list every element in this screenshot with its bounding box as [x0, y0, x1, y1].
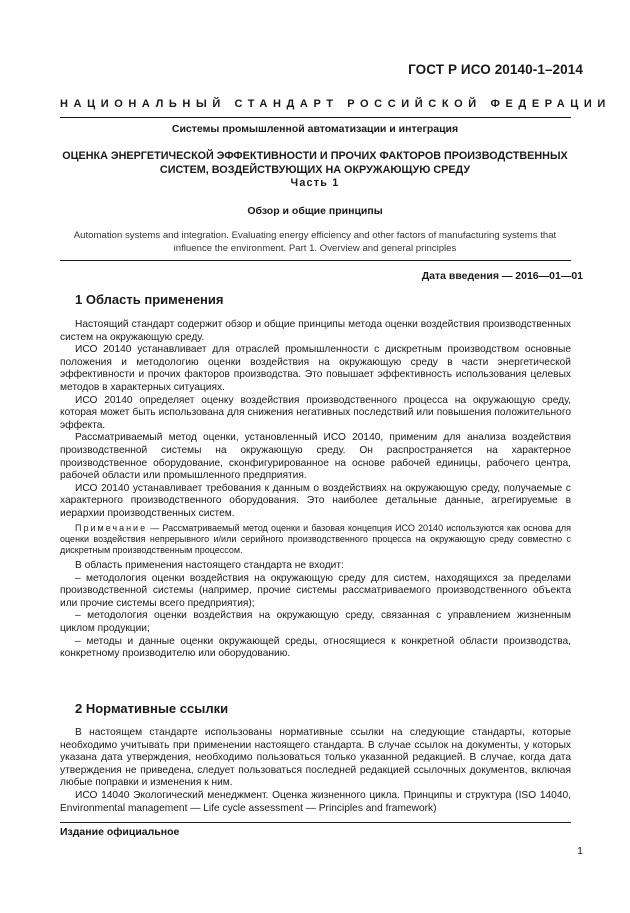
- english-title-line-1: Automation systems and integration. Evaluating energy efficiency and other factors of manufacturing systems that: [73, 230, 557, 241]
- list-item: – методология оценки воздействия на окружающую среду для систем, находящихся за пределами производственной системы (например, прочие системы рассматриваемого производственного объекта или прочие системы всего предприятия);: [60, 572, 571, 609]
- section-2-heading: 2 Нормативные ссылки: [75, 701, 229, 716]
- paragraph: ИСО 20140 устанавливает для отраслей промышленности с дискретным производством основные положения и методологию оценки воздействия на окружающую среду в части энергетической эффективности и прочих факторов производства. Это повышает эффективность использования целевых методов в характерных ситуациях.: [60, 344, 571, 393]
- standard-series: Системы промышленной автоматизации и интеграция: [171, 123, 459, 135]
- english-title-line-2: influence the environment. Part 1. Overview and general principles: [173, 242, 457, 254]
- paragraph: Настоящий стандарт содержит обзор и общие принципы метода оценки воздействия производственных систем на окружающую среду.: [60, 319, 571, 343]
- note-text: — Рассматриваемый метод оценки и базовая концепция ИСО 20140 используются как основа для оценки воздействия непрерывного и/или серийного производственного процесса на окружающую среду совместно с дискретным производственным процессом.: [60, 522, 571, 555]
- paragraph: Рассматриваемый метод оценки, установленный ИСО 20140, применим для анализа воздействия производственной системы на окружающую среду. Он распространяется на характерное производственное оборудование, сконфигурированное на основе рабочей единицы, рабочего центра, рабочей области или промышленного предприятия.: [60, 432, 571, 482]
- section-1-body: [60, 319, 571, 661]
- document-part: Часть 1: [290, 177, 340, 189]
- paragraph: В область применения настоящего стандарта не входит:: [75, 560, 344, 572]
- document-subtitle: Обзор и общие принципы: [247, 205, 383, 217]
- footer-divider: [60, 822, 571, 823]
- document-title-line-1: ОЦЕНКА ЭНЕРГЕТИЧЕСКОЙ ЭФФЕКТИВНОСТИ И ПРОЧИХ ФАКТОРОВ ПРОИЗВОДСТВЕННЫХ: [62, 150, 568, 162]
- english-title: [40, 230, 590, 255]
- page-number: 1: [577, 845, 583, 857]
- note: [60, 523, 571, 557]
- header-divider: [60, 117, 571, 118]
- document-title-line-2: СИСТЕМ, ВОЗДЕЙСТВУЮЩИХ НА ОКРУЖАЮЩУЮ СРЕДУ: [159, 164, 471, 176]
- section-2-body: [60, 727, 571, 815]
- document-title: [40, 149, 590, 177]
- national-standard-banner: НАЦИОНАЛЬНЫЙ СТАНДАРТ РОССИЙСКОЙ ФЕДЕРАЦИИ: [60, 98, 611, 110]
- introduction-date: Дата введения — 2016—01—01: [421, 270, 583, 282]
- note-label: Примечание: [75, 522, 148, 533]
- edition-label: Издание официальное: [60, 826, 180, 838]
- paragraph: ИСО 20140 определяет оценку воздействия производственного процесса на окружающую среду, которая может быть использована для снижения негативных последствий или повышения положительного эффекта.: [60, 394, 571, 431]
- list-item: – методология оценки воздействия на окружающую среду, связанная с управлением жизненным циклом продукции;: [60, 610, 571, 635]
- list-item: – методы и данные оценки окружающей среды, относящиеся к конкретной области производства, конкретному производителю или оборудованию.: [60, 635, 571, 660]
- paragraph: ИСО 20140 устанавливает требования к данным о воздействиях на окружающую среду, получаемые с характерного производственного оборудования. Это наиболее детальные данные, агрегируемые в иерархии производственных систем.: [60, 482, 571, 519]
- paragraph: ИСО 14040 Экологический менеджмент. Оценка жизненного цикла. Принципы и структура (ISO 14040, Environmental management — Life cycle assessment — Principles and framework): [60, 789, 571, 814]
- document-code: ГОСТ Р ИСО 20140-1–2014: [408, 62, 583, 77]
- section-1-heading: 1 Область применения: [75, 292, 224, 307]
- paragraph: В настоящем стандарте использованы нормативные ссылки на следующие стандарты, которые необходимо учитывать при применении настоящего стандарта. В случае ссылок на документы, у которых указана дата утверждения, необходимо пользоваться только указанной редакцией. В случае, когда дата утверждения не приведена, следует пользоваться последней редакцией ссылочных документов, включая любые поправки и изменения к ним.: [60, 727, 571, 789]
- title-divider: [60, 260, 571, 261]
